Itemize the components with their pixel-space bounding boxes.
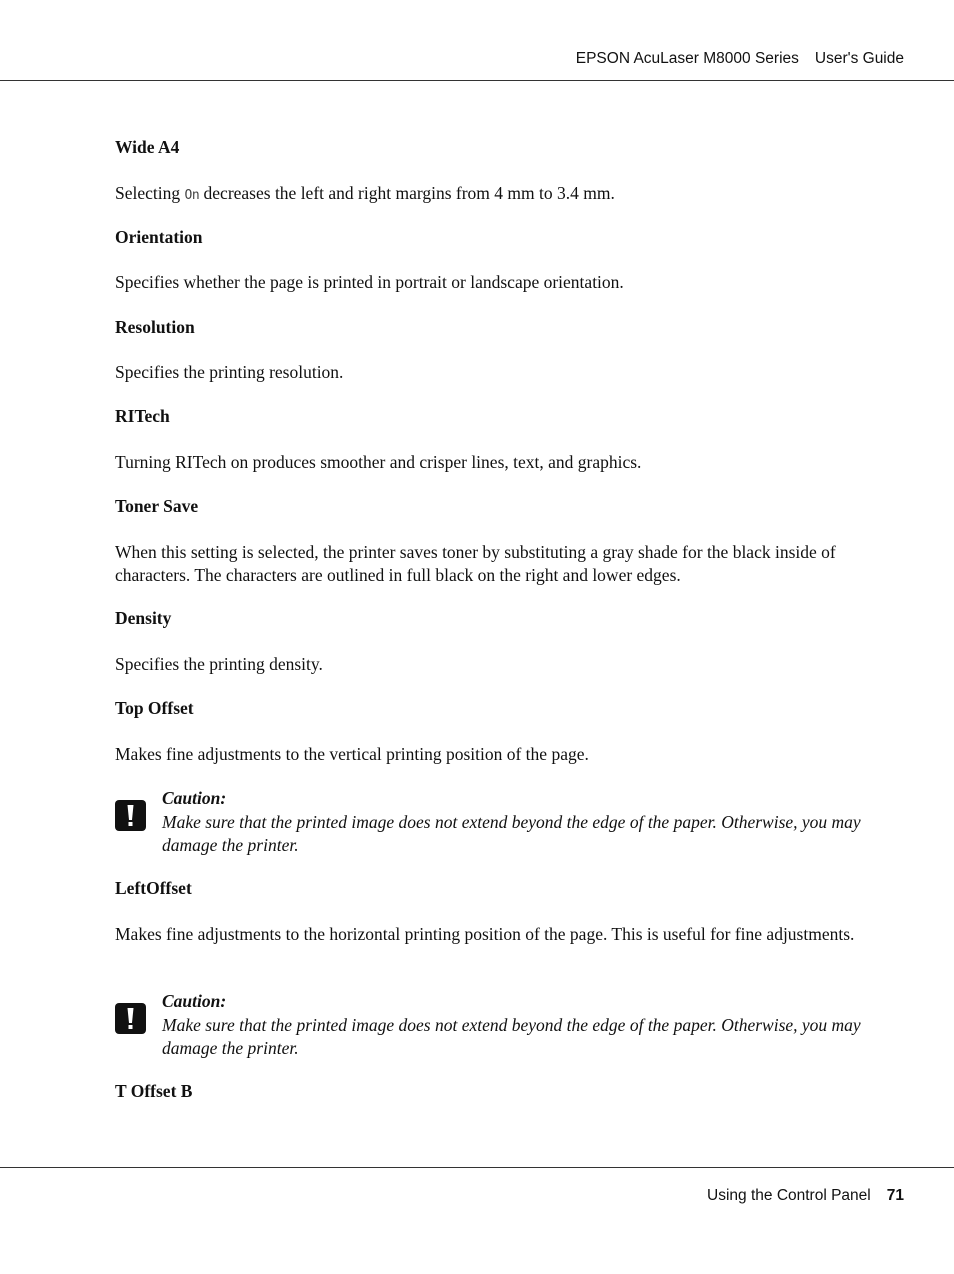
page-footer	[707, 1187, 904, 1205]
paragraph-resolution: Specifies the printing resolution.	[115, 362, 344, 382]
heading-density: Density	[115, 608, 172, 628]
header-guide: User's Guide	[814, 50, 904, 67]
paragraph-top-offset: Makes fine adjustments to the vertical printing position of the page.	[115, 744, 589, 764]
heading-wide-a4: Wide A4	[115, 137, 180, 157]
header-rule	[0, 80, 954, 81]
heading-ritech: RITech	[115, 406, 170, 426]
caution-title: Caution:	[162, 991, 227, 1011]
footer-section: Using the Control Panel	[707, 1187, 871, 1204]
paragraph-toner-save: When this setting is selected, the printer saves toner by substituting a gray shade for the black inside of characters. The characters are outlined in full black on the right and lower edges.	[115, 542, 836, 585]
heading-toner-save: Toner Save	[115, 496, 199, 516]
heading-top-offset: Top Offset	[115, 698, 194, 718]
paragraph-density: Specifies the printing density.	[115, 654, 323, 674]
caution-exclamation-icon	[115, 1003, 146, 1034]
heading-t-offset-b: T Offset B	[115, 1081, 193, 1101]
heading-orientation: Orientation	[115, 227, 203, 247]
caution-text: Make sure that the printed image does not extend beyond the edge of the paper. Otherwise, you may damage the printer.	[162, 812, 861, 855]
code-on: On	[184, 188, 200, 203]
heading-resolution: Resolution	[115, 317, 195, 337]
heading-left-offset: LeftOffset	[115, 878, 192, 898]
caution-text: Make sure that the printed image does not extend beyond the edge of the paper. Otherwise, you may damage the printer.	[162, 1015, 861, 1058]
footer-rule	[0, 1167, 954, 1168]
paragraph-orientation: Specifies whether the page is printed in portrait or landscape orientation.	[115, 272, 624, 292]
page-number: 71	[886, 1187, 904, 1204]
wide-a4-text-before: Selecting	[115, 183, 185, 203]
caution-exclamation-icon	[115, 800, 146, 831]
paragraph-ritech: Turning RITech on produces smoother and crisper lines, text, and graphics.	[115, 452, 642, 472]
wide-a4-text-after: decreases the left and right margins from 4 mm to 3.4 mm.	[199, 183, 615, 203]
page-header	[576, 50, 904, 68]
header-product: EPSON AcuLaser M8000 Series	[575, 50, 799, 67]
paragraph-left-offset: Makes fine adjustments to the horizontal printing position of the page. This is useful for fine adjustments.	[115, 924, 855, 944]
caution-title: Caution:	[162, 788, 227, 808]
paragraph-wide-a4	[115, 182, 885, 208]
